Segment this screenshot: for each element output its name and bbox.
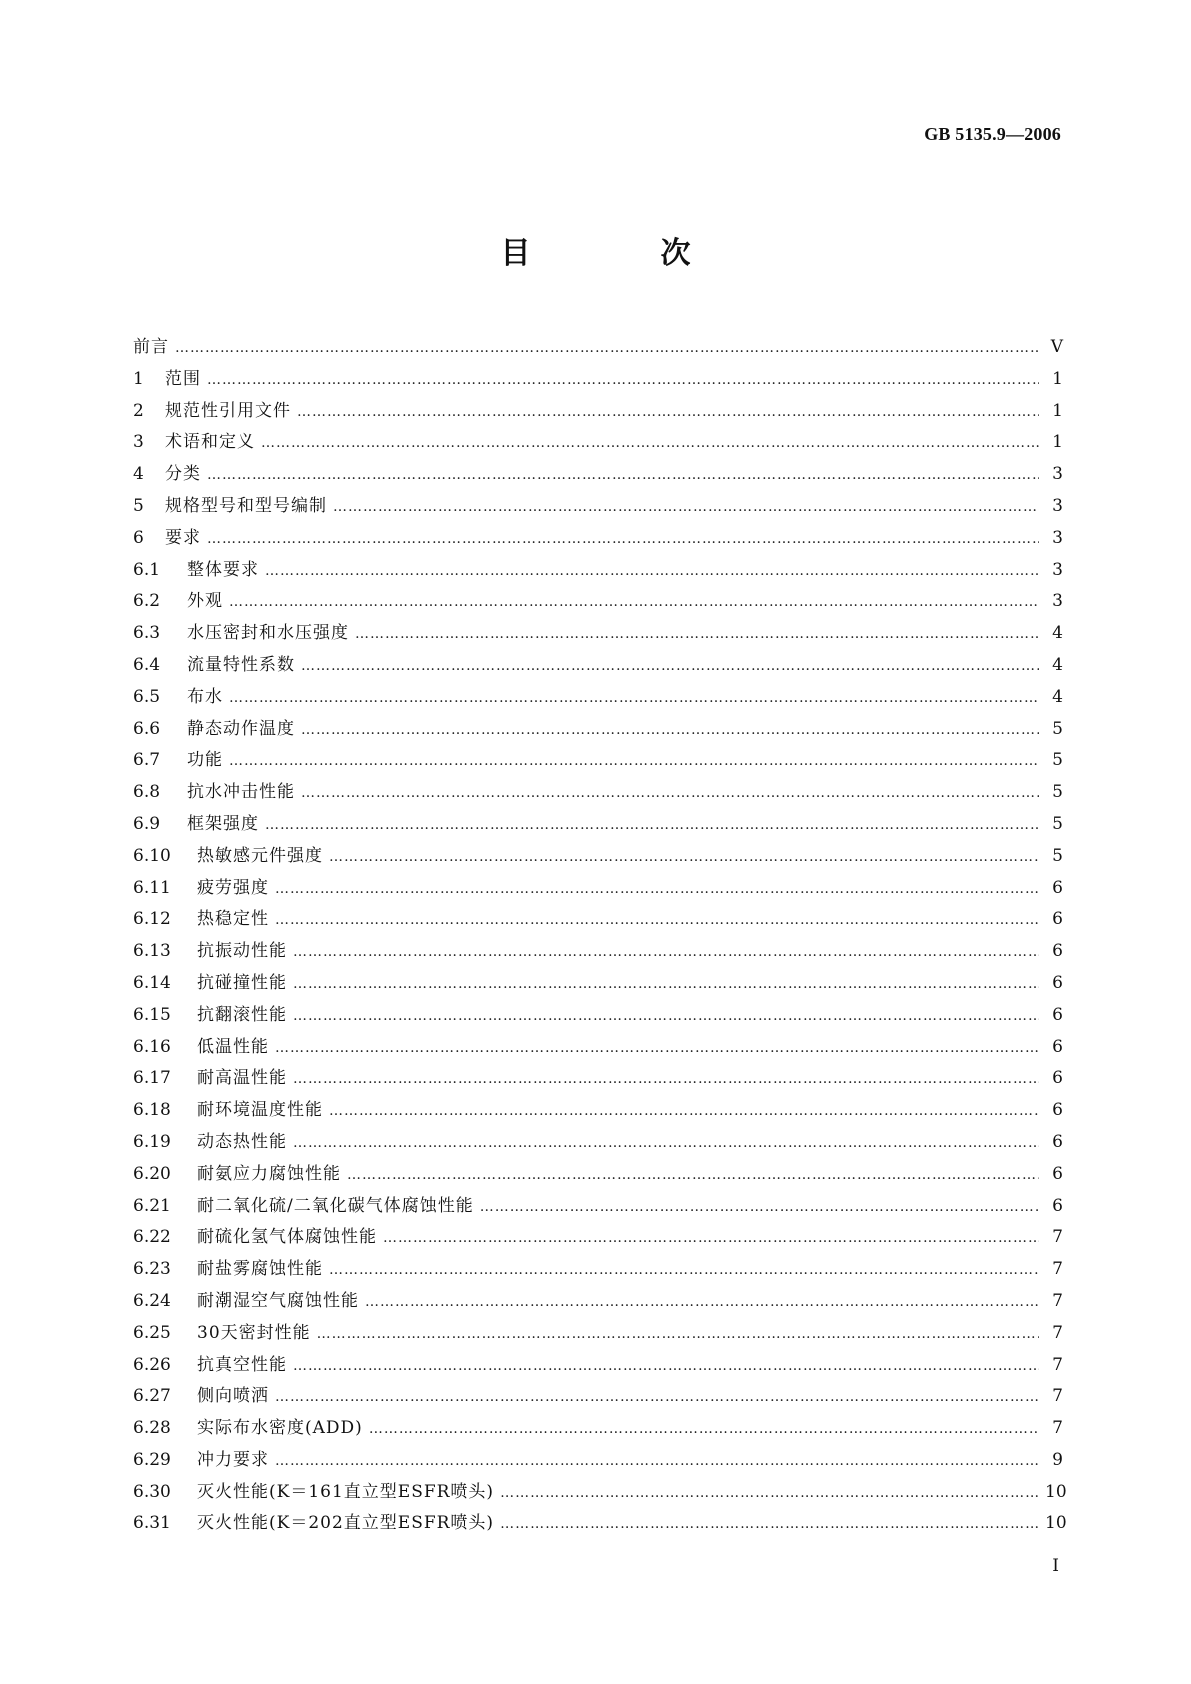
- dot-leader: [500, 1516, 1039, 1532]
- toc-entry-label: 耐高温性能: [197, 1068, 287, 1089]
- toc-entry[interactable]: [133, 1445, 1063, 1477]
- toc-entry-label: 前言: [133, 337, 169, 357]
- toc-entry-number: 3: [133, 432, 144, 453]
- toc-entry-page: 7: [1052, 1290, 1063, 1311]
- toc-entry[interactable]: [133, 555, 1063, 587]
- dot-leader: [355, 626, 1039, 642]
- toc-entry-number: 6.24: [133, 1290, 171, 1311]
- dot-leader: [229, 594, 1039, 610]
- toc-entry-label: 布水: [187, 686, 223, 707]
- toc-entry-number: 6.20: [133, 1163, 171, 1184]
- toc-entry-label: 耐氨应力腐蚀性能: [197, 1163, 341, 1184]
- toc-entry-label: 规格型号和型号编制: [165, 495, 327, 516]
- dot-leader: [207, 372, 1039, 388]
- toc-entry-label: 30天密封性能: [197, 1322, 311, 1343]
- toc-entry-page: 6: [1052, 972, 1063, 993]
- toc-entry-number: 6: [133, 527, 144, 548]
- toc-entry-page: 3: [1052, 464, 1063, 485]
- toc-entry-label: 耐二氧化硫/二氧化碳气体腐蚀性能: [197, 1195, 474, 1216]
- toc-entry-page: 4: [1052, 686, 1063, 707]
- toc-entry-page: 5: [1052, 718, 1063, 739]
- toc-entry-label: 术语和定义: [165, 432, 255, 453]
- toc-entry-page: 3: [1052, 495, 1063, 516]
- dot-leader: [347, 1167, 1039, 1183]
- toc-entry-number: 6.29: [133, 1449, 171, 1470]
- dot-leader: [329, 1103, 1039, 1119]
- toc-entry-page: 6: [1052, 909, 1063, 930]
- toc-entry[interactable]: [133, 396, 1063, 428]
- table-of-contents: [133, 332, 1067, 1540]
- dot-leader: [301, 785, 1039, 801]
- toc-entry[interactable]: [133, 809, 1063, 841]
- toc-entry-label: 范围: [165, 368, 201, 389]
- dot-leader: [275, 1040, 1039, 1056]
- toc-entry[interactable]: [133, 586, 1063, 618]
- toc-entry-page: 6: [1052, 1004, 1063, 1025]
- dot-leader: [265, 817, 1039, 833]
- toc-entry-page: 5: [1052, 813, 1063, 834]
- toc-entry-page: Ⅴ: [1050, 337, 1063, 357]
- dot-leader: [275, 1389, 1039, 1405]
- toc-entry[interactable]: [133, 427, 1063, 459]
- toc-entry[interactable]: [133, 777, 1063, 809]
- toc-entry-label: 热敏感元件强度: [197, 845, 323, 866]
- toc-entry-page: 4: [1052, 654, 1063, 675]
- dot-leader: [275, 881, 1039, 897]
- toc-entry-number: 5: [133, 495, 144, 516]
- toc-entry-number: 1: [133, 368, 144, 389]
- dot-leader: [329, 1262, 1039, 1278]
- toc-entry-label: 静态动作温度: [187, 718, 295, 739]
- toc-entry-label: 耐环境温度性能: [197, 1100, 323, 1121]
- dot-leader: [500, 1485, 1039, 1501]
- toc-entry-label: 抗真空性能: [197, 1354, 287, 1375]
- toc-entry[interactable]: [133, 332, 1063, 364]
- toc-entry-label: 水压密封和水压强度: [187, 623, 349, 644]
- toc-entry-page: 1: [1052, 400, 1063, 421]
- toc-entry-page: 6: [1052, 941, 1063, 962]
- toc-entry-page: 7: [1052, 1386, 1063, 1407]
- toc-entry-page: 4: [1052, 623, 1063, 644]
- toc-entry[interactable]: [133, 1381, 1063, 1413]
- toc-entry-page: 1: [1052, 368, 1063, 389]
- toc-entry-label: 耐潮湿空气腐蚀性能: [197, 1290, 359, 1311]
- toc-entry-number: 6.18: [133, 1100, 171, 1121]
- toc-entry-label: 疲劳强度: [197, 877, 269, 898]
- toc-entry[interactable]: [133, 1222, 1063, 1254]
- toc-entry[interactable]: [133, 364, 1063, 396]
- toc-entry-number: 6.4: [133, 654, 161, 675]
- toc-entry-page: 5: [1052, 750, 1063, 771]
- dot-leader: [293, 1135, 1039, 1151]
- toc-entry-page: 6: [1052, 877, 1063, 898]
- toc-entry[interactable]: [133, 745, 1063, 777]
- dot-leader: [297, 404, 1039, 420]
- toc-entry-page: 7: [1052, 1322, 1063, 1343]
- dot-leader: [317, 1326, 1039, 1342]
- toc-entry[interactable]: [133, 1191, 1063, 1223]
- toc-entry-number: 6.11: [133, 877, 171, 898]
- dot-leader: [265, 563, 1039, 579]
- toc-entry[interactable]: [133, 1159, 1063, 1191]
- dot-leader: [207, 467, 1039, 483]
- toc-entry-label: 抗碰撞性能: [197, 972, 287, 993]
- toc-entry[interactable]: [133, 1508, 1067, 1540]
- dot-leader: [175, 340, 1039, 356]
- dot-leader: [207, 531, 1039, 547]
- toc-entry-page: 7: [1052, 1354, 1063, 1375]
- toc-entry-number: 6.9: [133, 813, 161, 834]
- toc-entry-page: 7: [1052, 1418, 1063, 1439]
- toc-entry[interactable]: [133, 1286, 1063, 1318]
- toc-entry-number: 6.5: [133, 686, 161, 707]
- toc-entry-page: 9: [1052, 1449, 1063, 1470]
- toc-entry-page: 3: [1052, 559, 1063, 580]
- toc-entry-number: 6.19: [133, 1131, 171, 1152]
- toc-entry-page: 6: [1052, 1163, 1063, 1184]
- toc-entry[interactable]: [133, 618, 1063, 650]
- toc-entry-page: 5: [1052, 845, 1063, 866]
- toc-entry-number: 6.1: [133, 559, 161, 580]
- toc-entry-label: 侧向喷洒: [197, 1386, 269, 1407]
- toc-entry-page: 10: [1045, 1481, 1067, 1502]
- toc-entry-label: 低温性能: [197, 1036, 269, 1057]
- toc-entry[interactable]: [133, 1254, 1063, 1286]
- toc-entry-label: 功能: [187, 750, 223, 771]
- toc-entry[interactable]: [133, 1413, 1063, 1445]
- dot-leader: [293, 1071, 1039, 1087]
- toc-entry-number: 6.31: [133, 1513, 171, 1534]
- toc-entry-label: 抗水冲击性能: [187, 782, 295, 803]
- toc-entry[interactable]: [133, 936, 1063, 968]
- toc-entry[interactable]: [133, 1350, 1063, 1382]
- toc-entry[interactable]: [133, 650, 1063, 682]
- dot-leader: [329, 849, 1039, 865]
- dot-leader: [293, 1358, 1039, 1374]
- toc-entry-number: 6.12: [133, 909, 171, 930]
- dot-leader: [275, 1453, 1039, 1469]
- dot-leader: [293, 944, 1039, 960]
- toc-entry[interactable]: [133, 1127, 1063, 1159]
- toc-entry-number: 6.23: [133, 1259, 171, 1280]
- dot-leader: [229, 690, 1039, 706]
- dot-leader: [365, 1294, 1039, 1310]
- toc-entry[interactable]: [133, 714, 1063, 746]
- toc-entry-page: 6: [1052, 1068, 1063, 1089]
- toc-entry[interactable]: [133, 1318, 1063, 1350]
- toc-entry-page: 6: [1052, 1131, 1063, 1152]
- dot-leader: [383, 1230, 1039, 1246]
- page-title: 目 次: [500, 236, 741, 271]
- toc-entry-page: 6: [1052, 1036, 1063, 1057]
- toc-entry-page: 7: [1052, 1227, 1063, 1248]
- toc-entry-label: 热稳定性: [197, 909, 269, 930]
- dot-leader: [293, 976, 1039, 992]
- toc-entry[interactable]: [133, 873, 1063, 905]
- toc-entry-number: 6.16: [133, 1036, 171, 1057]
- dot-leader: [369, 1421, 1039, 1437]
- document-code: GB 5135.9—2006: [924, 124, 1061, 144]
- toc-entry-label: 抗振动性能: [197, 941, 287, 962]
- toc-entry[interactable]: [133, 1000, 1063, 1032]
- toc-entry-number: 6.25: [133, 1322, 171, 1343]
- toc-entry-number: 6.14: [133, 972, 171, 993]
- dot-leader: [261, 435, 1039, 451]
- toc-entry-label: 耐硫化氢气体腐蚀性能: [197, 1227, 377, 1248]
- toc-entry[interactable]: [133, 841, 1063, 873]
- toc-entry-label: 框架强度: [187, 813, 259, 834]
- toc-entry[interactable]: [133, 1063, 1063, 1095]
- dot-leader: [275, 912, 1039, 928]
- toc-entry-number: 6.28: [133, 1418, 171, 1439]
- toc-entry[interactable]: [133, 1095, 1063, 1127]
- toc-entry-label: 规范性引用文件: [165, 400, 291, 421]
- toc-entry[interactable]: [133, 904, 1063, 936]
- toc-entry-page: 6: [1052, 1195, 1063, 1216]
- toc-entry-page: 5: [1052, 782, 1063, 803]
- toc-entry-number: 6.10: [133, 845, 171, 866]
- toc-entry-label: 外观: [187, 591, 223, 612]
- page-number: Ⅰ: [1052, 1556, 1059, 1576]
- toc-entry-label: 冲力要求: [197, 1449, 269, 1470]
- toc-entry-label: 要求: [165, 527, 201, 548]
- toc-entry-number: 6.22: [133, 1227, 171, 1248]
- toc-entry-page: 10: [1045, 1513, 1067, 1534]
- toc-entry-number: 6.8: [133, 782, 161, 803]
- toc-entry-number: 6.2: [133, 591, 161, 612]
- toc-entry-page: 1: [1052, 432, 1063, 453]
- toc-entry[interactable]: [133, 682, 1063, 714]
- toc-entry-number: 2: [133, 400, 144, 421]
- toc-entry-label: 实际布水密度(ADD): [197, 1418, 363, 1439]
- dot-leader: [333, 499, 1039, 515]
- toc-entry-number: 6.27: [133, 1386, 171, 1407]
- toc-entry-number: 6.3: [133, 623, 161, 644]
- toc-entry-label: 流量特性系数: [187, 654, 295, 675]
- toc-entry[interactable]: [133, 968, 1063, 1000]
- toc-entry-label: 动态热性能: [197, 1131, 287, 1152]
- toc-entry-number: 6.17: [133, 1068, 171, 1089]
- toc-entry-number: 6.6: [133, 718, 161, 739]
- toc-entry-label: 抗翻滚性能: [197, 1004, 287, 1025]
- dot-leader: [480, 1199, 1039, 1215]
- toc-entry-page: 3: [1052, 527, 1063, 548]
- toc-entry-number: 6.7: [133, 750, 161, 771]
- toc-entry-number: 6.30: [133, 1481, 171, 1502]
- toc-entry[interactable]: [133, 491, 1063, 523]
- toc-entry-label: 整体要求: [187, 559, 259, 580]
- dot-leader: [301, 658, 1039, 674]
- dot-leader: [301, 722, 1039, 738]
- toc-entry-label: 灭火性能(K＝202直立型ESFR喷头): [197, 1513, 495, 1534]
- toc-entry-number: 6.21: [133, 1195, 171, 1216]
- toc-entry[interactable]: [133, 459, 1063, 491]
- toc-entry[interactable]: [133, 1477, 1067, 1509]
- toc-entry-number: 6.15: [133, 1004, 171, 1025]
- dot-leader: [293, 1008, 1039, 1024]
- dot-leader: [229, 753, 1039, 769]
- toc-entry-page: 6: [1052, 1100, 1063, 1121]
- toc-entry-number: 6.26: [133, 1354, 171, 1375]
- toc-entry-label: 分类: [165, 464, 201, 485]
- toc-entry-label: 耐盐雾腐蚀性能: [197, 1259, 323, 1280]
- toc-entry-number: 6.13: [133, 941, 171, 962]
- toc-entry-label: 灭火性能(K＝161直立型ESFR喷头): [197, 1481, 495, 1502]
- toc-entry-number: 4: [133, 464, 144, 485]
- toc-entry[interactable]: [133, 523, 1063, 555]
- toc-entry[interactable]: [133, 1032, 1063, 1064]
- toc-entry-page: 3: [1052, 591, 1063, 612]
- toc-entry-page: 7: [1052, 1259, 1063, 1280]
